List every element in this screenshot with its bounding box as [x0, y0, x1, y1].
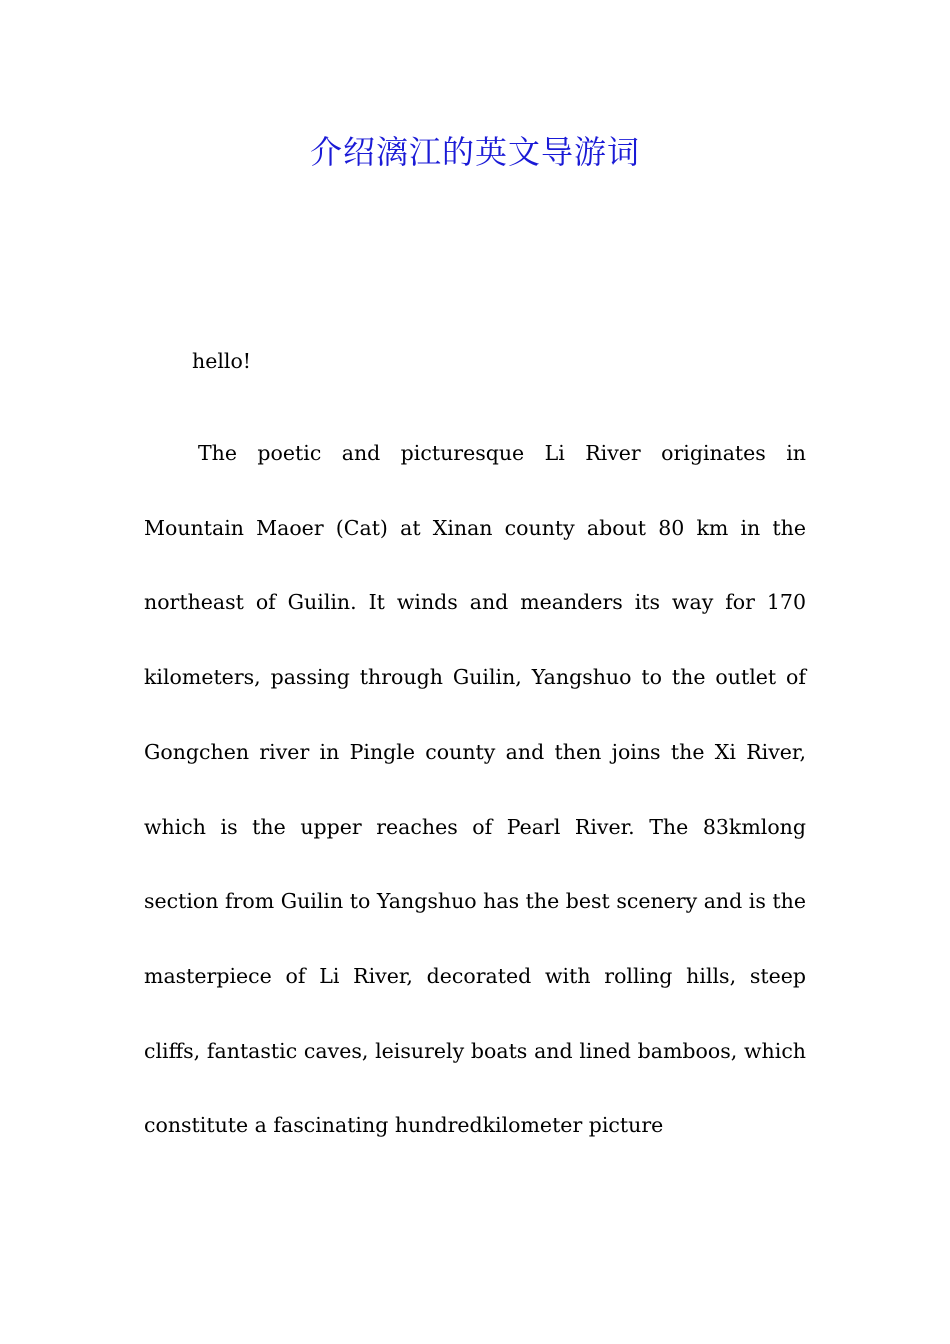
- greeting-text: hello!: [192, 349, 252, 373]
- body-paragraph: The poetic and picturesque Li River originates in Mountain Maoer (Cat) at Xinan county about 80 km in the northeast of Guilin. It winds and meanders its way for 170 kilometers, passing through Guilin, Yangshuo to the outlet of Gongchen river in Pingle county and then joins the Xi River, which is the upper reaches of Pearl River. The 83kmlong section from Guilin to Yangshuo has the best scenery and is the masterpiece of Li River, decorated with rolling hills, steep cliffs, fantastic caves, leisurely boats and lined bamboos, which constitute a fascinating hundredkilometer picture: [144, 441, 806, 1138]
- page-title: 介绍漓江的英文导游词: [309, 133, 640, 171]
